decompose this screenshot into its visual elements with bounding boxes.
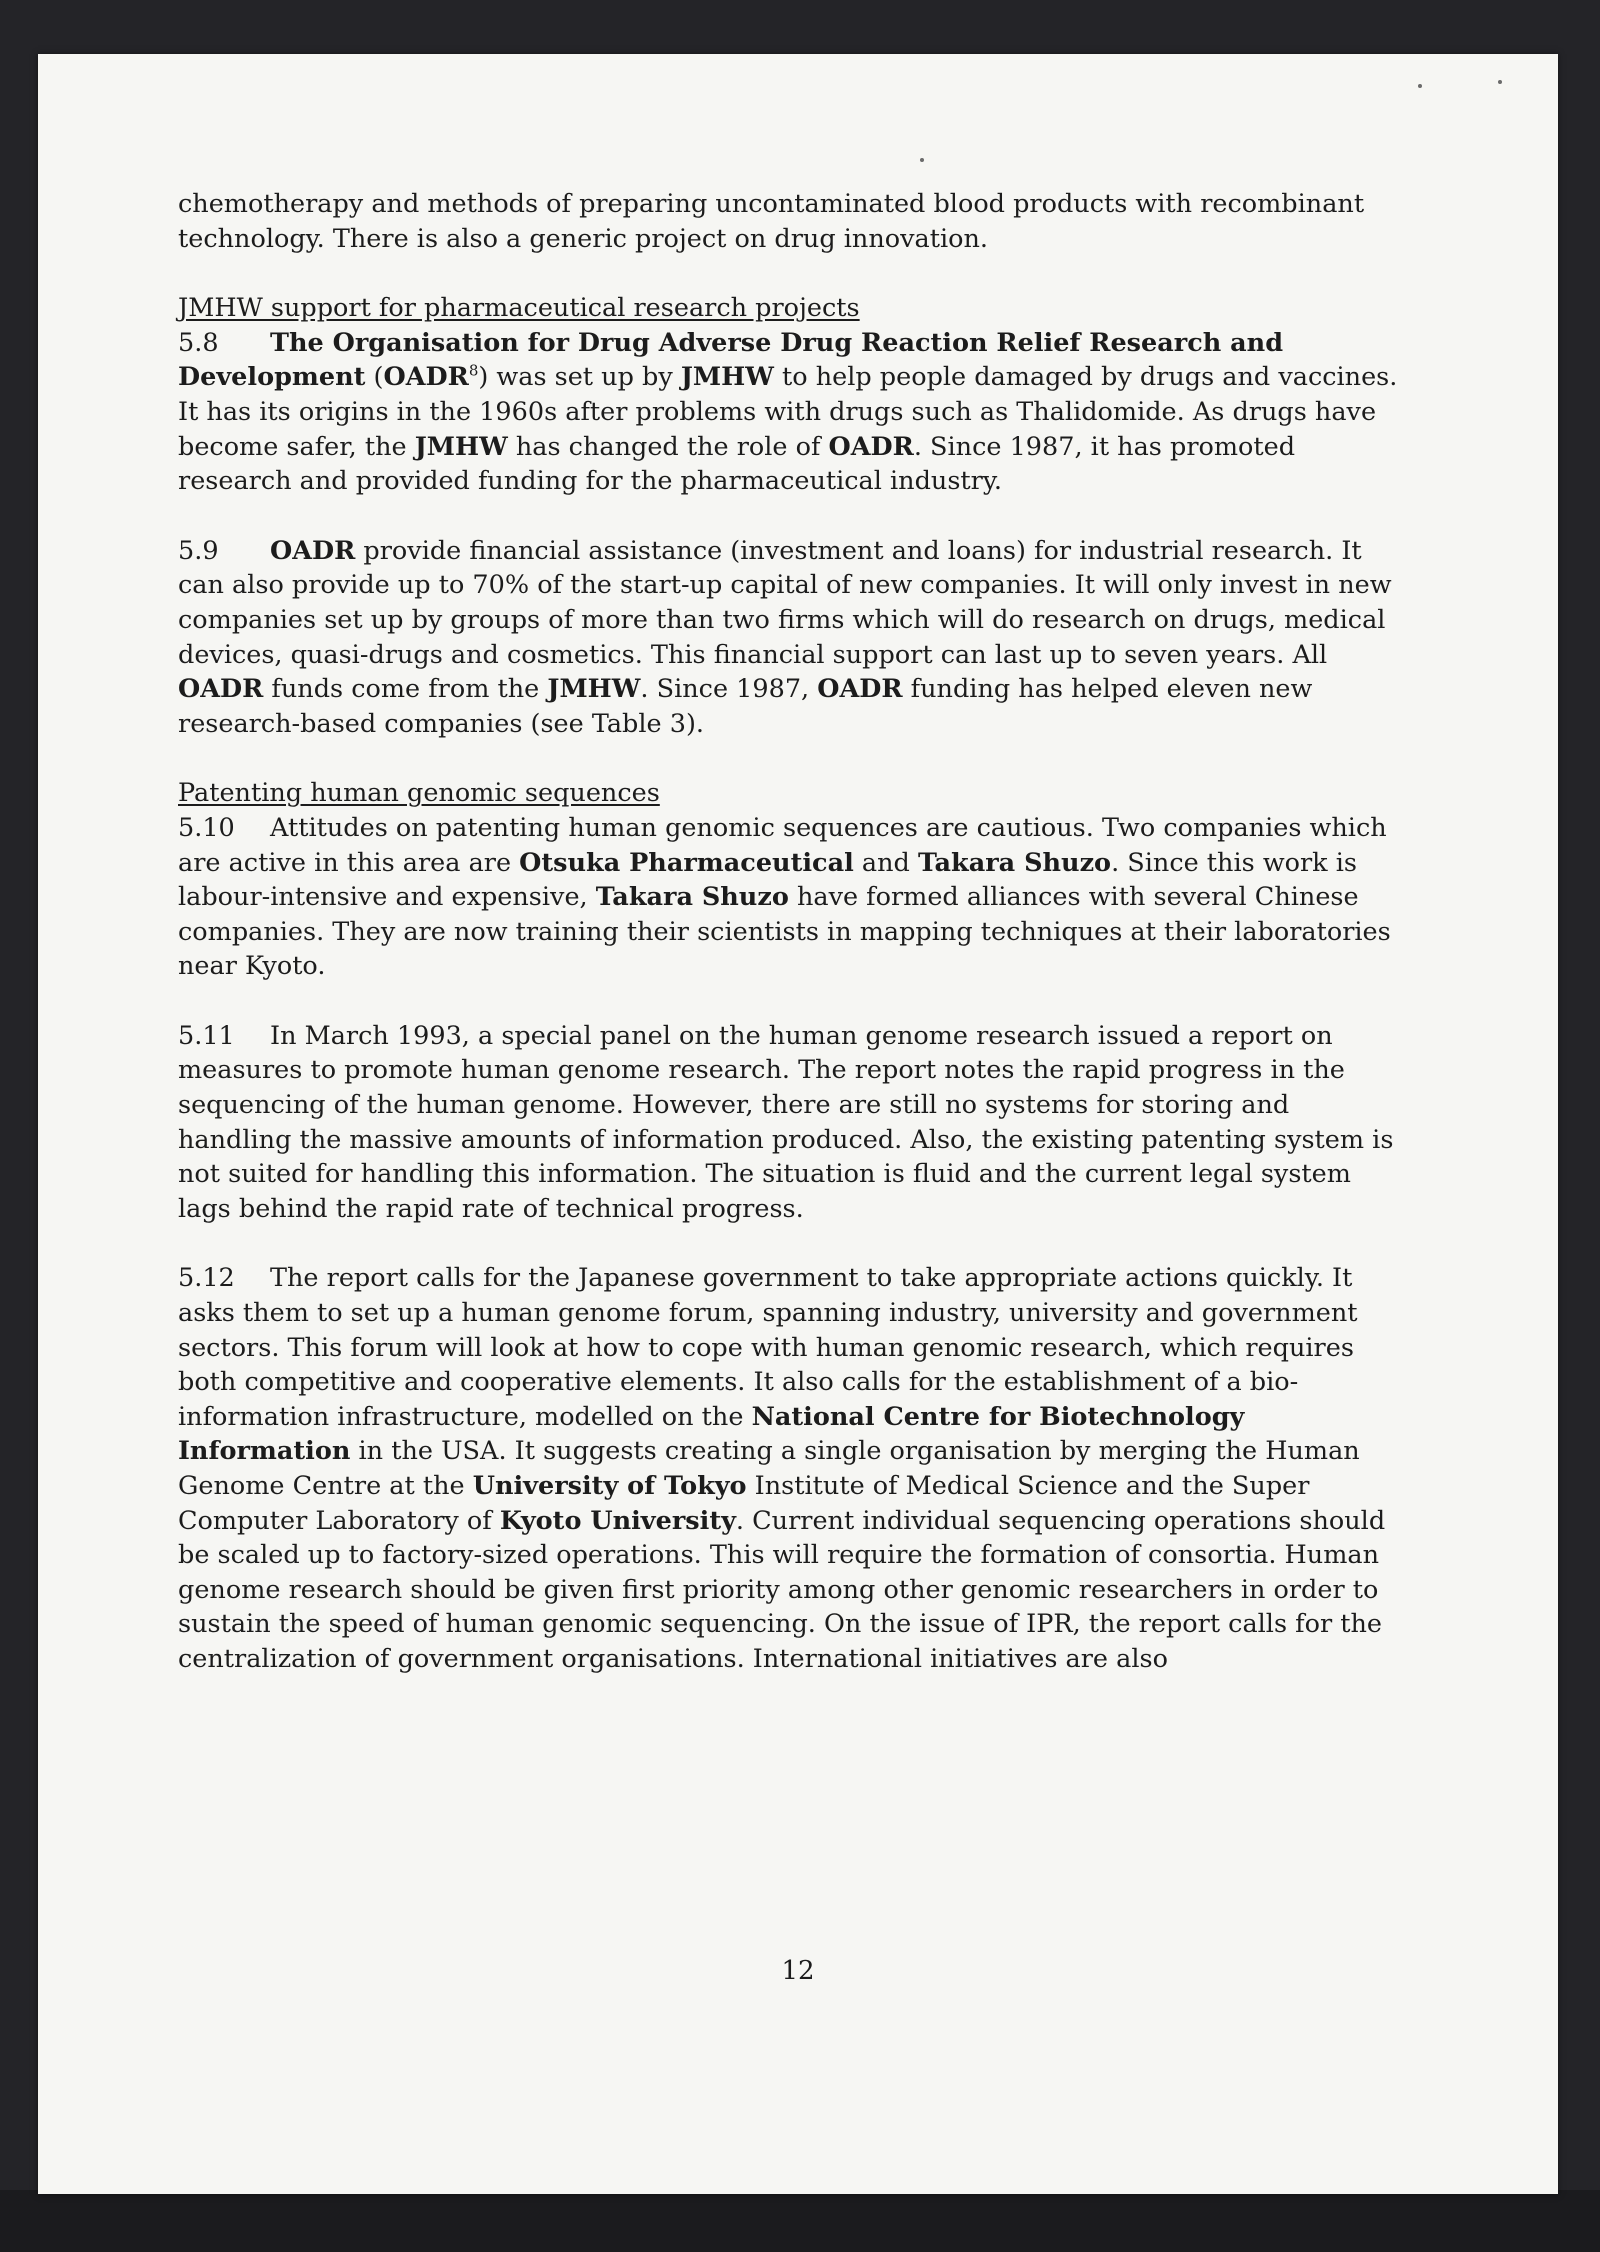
text-run: provide financial assistance (investment and loans) for industrial research. It can also provide up to 70% of the start-up capital of new companies. It will only invest in new companies set up by groups of more than two firms which will do research on drugs, medical devices, quasi-drugs and cosmetics. This financial support can last up to seven years. All [178, 535, 1392, 670]
paper-speck [1498, 80, 1502, 84]
text-run: In March 1993, a special panel on the human genome research issued a report on measures to promote human genome research. The report notes the rapid progress in the sequencing of the human genome. However, there are still no systems for storing and handling the massive amounts of information produced. Also, the existing patenting system is not suited for handling this information. The situation is fluid and the current legal system lags behind the rapid rate of technical progress. [178, 1020, 1394, 1224]
bold-term: JMHW [680, 362, 774, 393]
paragraph-p5-11 [178, 1019, 1398, 1227]
bold-term: Takara Shuzo [595, 882, 789, 913]
paragraph-gap [178, 1226, 1398, 1261]
paragraph-gap [178, 741, 1398, 776]
paragraph-p5-12 [178, 1261, 1398, 1676]
text-run: Institute of Medical Science and the Super Computer Laboratory of [178, 1471, 1310, 1536]
bold-term: Kyoto University [499, 1505, 736, 1536]
bold-term: OADR [383, 362, 469, 393]
paragraph-number: 5.9 [178, 535, 219, 566]
paragraph-gap [178, 984, 1398, 1019]
paragraph-gap [178, 256, 1398, 291]
page-number: 12 [781, 1956, 815, 1986]
bold-term: JMHW [547, 674, 641, 705]
text-run: The report calls for the Japanese government to take appropriate actions quickly. It asks them to set up a human genome forum, spanning industry, university and government sectors. This forum will look at how to cope with human genomic research, which requires both competitive and cooperative elements. It also calls for the establishment of a bio-information infrastructure, modelled on the [178, 1263, 1358, 1432]
text-run: . Since 1987, it has promoted research and provided funding for the pharmaceutical industry. [178, 431, 1296, 497]
paragraph-number: 5.10 [178, 812, 235, 843]
paragraph-intro [178, 187, 1398, 256]
bold-term: National Centre for Biotechnology Information [178, 1401, 1245, 1467]
paragraph-number: 5.12 [178, 1263, 235, 1294]
footnote-ref: 8 [468, 361, 479, 380]
text-run: . Since this work is labour-intensive and expensive, [178, 847, 1357, 913]
text-run: . Current individual sequencing operations should be scaled up to factory-sized operations. This will require the formation of consortia. Human genome research should be given first priority among other genomic researchers in order to sustain the speed of human genomic sequencing. On the issue of IPR, the report calls for the centralization of government organisations. International initiatives are also [178, 1505, 1386, 1674]
paper-speck [1418, 84, 1422, 88]
document-body [178, 187, 1398, 1677]
text-run: has changed the role of [507, 431, 829, 462]
text-run: Attitudes on patenting human genomic sequences are cautious. Two companies which are active in this area are [178, 812, 1387, 878]
paragraph-number: 5.8 [178, 327, 219, 358]
text-run: funds come from the [263, 674, 548, 705]
text-run: funding has helped eleven new research-based companies (see Table 3). [178, 674, 1313, 739]
bold-term: OADR [270, 535, 356, 566]
bold-term: Otsuka Pharmaceutical [519, 847, 854, 878]
paragraph-gap [178, 499, 1398, 534]
text-run: to help people damaged by drugs and vaccines. It has its origins in the 1960s after problems with drugs such as Thalidomide. As drugs have become safer, the [178, 362, 1398, 462]
text-run: have formed alliances with several Chinese companies. They are now training their scientists in mapping techniques at their laboratories near Kyoto. [178, 882, 1391, 982]
bold-term: University of Tokyo [472, 1471, 747, 1501]
background-bottom [0, 2190, 1600, 2252]
bold-term: JMHW [414, 431, 508, 462]
text-run: ( [365, 362, 384, 393]
bold-term: The Organisation for Drug Adverse Drug Reaction Relief Research and Development [178, 327, 1284, 393]
paper-speck [920, 158, 924, 162]
bold-term: OADR [178, 674, 264, 705]
paragraph-p5-10 [178, 811, 1398, 984]
section-heading: Patenting human genomic sequences [178, 778, 660, 809]
bold-term: OADR [817, 674, 903, 705]
section-heading: JMHW support for pharmaceutical research projects [178, 293, 860, 324]
bold-term: OADR [828, 431, 914, 462]
paragraph-p5-9 [178, 534, 1398, 742]
bold-term: Takara Shuzo [917, 847, 1112, 878]
text-run: ) was set up by [478, 362, 681, 393]
text-run: in the USA. It suggests creating a single organisation by merging the Human Genome Centre at the [178, 1436, 1360, 1501]
document-page [38, 54, 1558, 2194]
text-run: and [853, 847, 918, 878]
paragraph-number: 5.11 [178, 1020, 235, 1051]
text-run: . Since 1987, [640, 674, 818, 705]
text-run: chemotherapy and methods of preparing uncontaminated blood products with recombinant technology. There is also a generic project on drug innovation. [178, 189, 1365, 254]
paragraph-p5-8 [178, 326, 1398, 499]
